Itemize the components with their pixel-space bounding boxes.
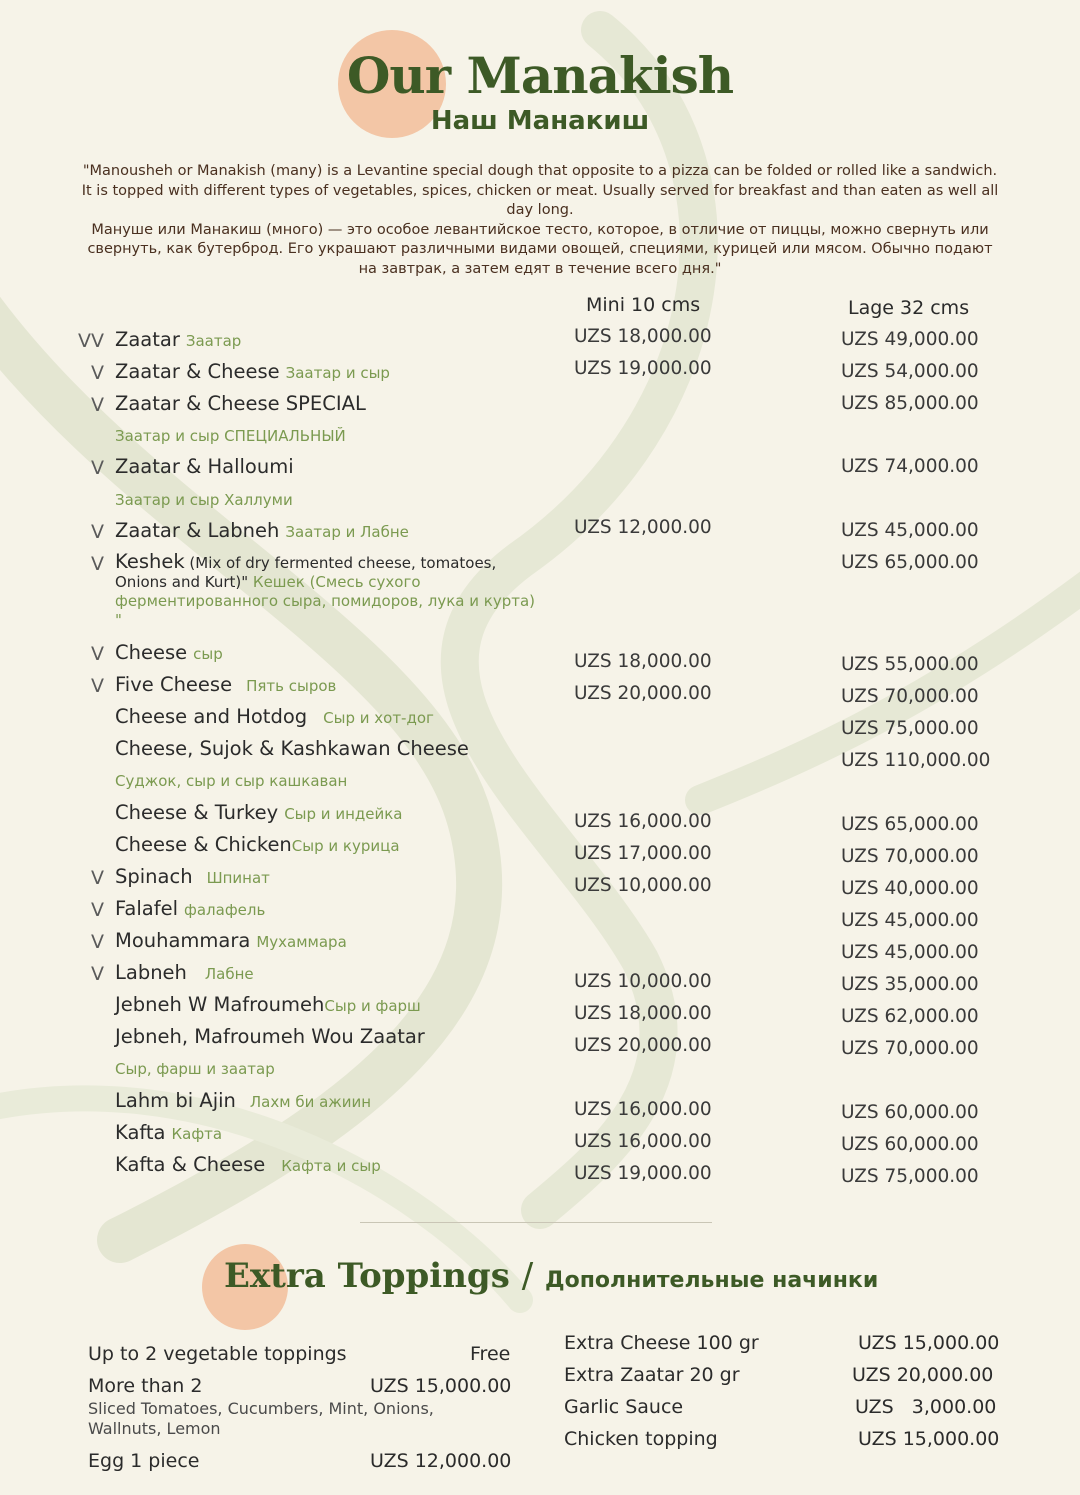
veg-mark: V	[91, 362, 104, 384]
item-name	[115, 897, 265, 920]
extras-title	[224, 1256, 878, 1296]
veg-mark: V	[91, 521, 104, 543]
item-name-ru: Заатар и сыр	[285, 364, 390, 382]
price-mini: UZS 18,000.00	[574, 1003, 712, 1024]
veg-mark: V	[91, 899, 104, 921]
item-name	[115, 833, 400, 856]
item-name-en: Jebneh W Mafroumeh	[115, 993, 325, 1016]
item-name-en: Spinach	[115, 865, 193, 888]
price-large: UZS 62,000.00	[841, 1006, 979, 1027]
item-name-ru: Кафта	[171, 1125, 223, 1143]
item-name-en: Falafel	[115, 897, 179, 920]
price-mini: UZS 18,000.00	[574, 326, 712, 347]
item-name-ru: Лабне	[204, 965, 254, 983]
intro-en: "Manousheh or Manakish (many) is a Levantine special dough that opposite to a pizza can be folded or rolled like a sandwich. It is topped with different types of vegetables, spices, chicken or meat. Usually served for breakfast and than eaten as well all day long.	[81, 163, 999, 218]
veg-mark: V	[91, 643, 104, 665]
item-name-en: Five Cheese	[115, 673, 233, 696]
price-large: UZS 45,000.00	[841, 942, 979, 963]
item-name-ru: сыр	[193, 645, 223, 663]
item-name-ru: Пять сыров	[246, 677, 337, 695]
item-name	[115, 801, 402, 824]
price-large: UZS 35,000.00	[841, 974, 979, 995]
item-name-en: Cheese and Hotdog	[115, 705, 308, 728]
page-title-ru: Наш Манакиш	[430, 106, 650, 136]
price-mini: UZS 20,000.00	[574, 1035, 712, 1056]
item-name-en: Cheese & Chicken	[115, 833, 292, 856]
column-header-large: Lage 32 cms	[848, 297, 970, 319]
extra-cheese-price: UZS 15,000.00	[858, 1332, 1000, 1354]
price-large: UZS 45,000.00	[841, 910, 979, 931]
extra-more2-desc: Sliced Tomatoes, Cucumbers, Mint, Onions, Wallnuts, Lemon	[88, 1399, 434, 1438]
price-large: UZS 60,000.00	[841, 1134, 979, 1155]
price-large: UZS 110,000.00	[841, 750, 991, 771]
price-large: UZS 45,000.00	[841, 520, 979, 541]
veg-mark: V	[91, 675, 104, 697]
item-name	[115, 328, 241, 351]
extra-garlic-price: UZS 3,000.00	[855, 1396, 997, 1418]
item-keshek-text	[115, 552, 535, 630]
extra-more2-price: UZS 15,000.00	[370, 1375, 512, 1397]
veg-mark: V	[91, 963, 104, 985]
price-large: UZS 54,000.00	[841, 361, 979, 382]
item-name	[115, 519, 409, 542]
price-large: UZS 49,000.00	[841, 329, 979, 350]
veg-mark: V	[91, 553, 104, 575]
extras-title-separator: /	[521, 1256, 534, 1296]
price-large: UZS 40,000.00	[841, 878, 979, 899]
price-mini: UZS 10,000.00	[574, 971, 712, 992]
item-name-en: Cheese & Turkey	[115, 801, 279, 824]
price-large: UZS 85,000.00	[841, 393, 979, 414]
item-name-en: Lahm bi Ajin	[115, 1089, 236, 1112]
item-name-en: Zaatar & Labneh	[115, 519, 280, 542]
item-name-en: Zaatar	[115, 328, 180, 351]
price-mini: UZS 16,000.00	[574, 1099, 712, 1120]
extra-chicken-name: Chicken topping	[564, 1428, 718, 1450]
item-desc: (Mix of dry fermented cheese, tomatoes, Onions and Kurt)"	[115, 554, 497, 591]
item-name	[115, 1121, 222, 1144]
price-large: UZS 70,000.00	[841, 686, 979, 707]
price-large: UZS 70,000.00	[841, 846, 979, 867]
item-name-ru: Шпинат	[206, 869, 270, 887]
item-name-ru: Кешек (Смесь сухого ферментированного сыра, помидоров, лука и курта) "	[115, 573, 536, 629]
item-name	[115, 929, 347, 952]
intro-text	[78, 162, 1002, 279]
item-name-ru: Заатар и Лабне	[285, 523, 409, 541]
price-mini: UZS 10,000.00	[574, 875, 712, 896]
item-name	[115, 993, 421, 1016]
item-name-en: Kafta	[115, 1121, 166, 1144]
price-mini: UZS 19,000.00	[574, 358, 712, 379]
price-large: UZS 65,000.00	[841, 814, 979, 835]
price-mini: UZS 12,000.00	[574, 517, 712, 538]
item-name-ru: Заатар	[185, 332, 242, 350]
item-name	[115, 705, 434, 728]
extra-cheese-name: Extra Cheese 100 gr	[564, 1332, 759, 1354]
price-mini: UZS 17,000.00	[574, 843, 712, 864]
item-name-ru: Мухаммара	[256, 933, 347, 951]
item-name-ru: Сыр и хот-дог	[323, 709, 434, 727]
item-name	[115, 641, 223, 664]
item-name-en: Mouhammara	[115, 929, 251, 952]
price-large: UZS 70,000.00	[841, 1038, 979, 1059]
item-name-en: Cheese	[115, 641, 188, 664]
item-name-ru: фалафель	[184, 901, 266, 919]
extras-title-ru: Дополнительные начинки	[545, 1268, 879, 1293]
veg-mark: V	[91, 867, 104, 889]
price-large: UZS 60,000.00	[841, 1102, 979, 1123]
item-name	[115, 673, 336, 696]
extra-chicken-price: UZS 15,000.00	[858, 1428, 1000, 1450]
extra-egg-price: UZS 12,000.00	[370, 1450, 512, 1472]
item-name-en: Cheese, Sujok & Kashkawan Cheese	[115, 737, 469, 760]
extras-title-en: Extra Toppings	[224, 1256, 510, 1296]
item-name-ru: Кафта и сыр	[281, 1157, 381, 1175]
price-large: UZS 75,000.00	[841, 718, 979, 739]
price-large: UZS 65,000.00	[841, 552, 979, 573]
item-name	[115, 1089, 371, 1112]
page-title: Our Manakish	[346, 46, 734, 105]
price-mini: UZS 18,000.00	[574, 651, 712, 672]
extra-veg2-name: Up to 2 vegetable toppings	[88, 1343, 347, 1365]
extra-more2-name: More than 2	[88, 1375, 203, 1397]
intro-ru: Мануше или Манакиш (много) — это особое левантийское тесто, которое, в отличие от пиццы, можно свернуть или свернуть, как бутерброд. Его украшают различными видами овощей, специями, курицей или мясом. Обычно подают на завтрак, а затем едят в течение всего дня."	[87, 221, 993, 277]
item-name-en: Keshek	[115, 550, 185, 573]
item-name-ru: Суджок, сыр и сыр кашкаван	[115, 772, 348, 790]
price-large: UZS 55,000.00	[841, 654, 979, 675]
veg-mark: V	[91, 931, 104, 953]
item-name-en: Zaatar & Cheese	[115, 360, 280, 383]
extra-zaatar-name: Extra Zaatar 20 gr	[564, 1364, 740, 1386]
item-name-en: Kafta & Cheese	[115, 1153, 266, 1176]
item-name-en: Zaatar & Halloumi	[115, 455, 294, 478]
price-mini: UZS 19,000.00	[574, 1163, 712, 1184]
item-name-en: Jebneh, Mafroumeh Wou Zaatar	[115, 1025, 425, 1048]
veg-mark: V	[91, 457, 104, 479]
item-name-ru: Лахм би ажиин	[249, 1093, 372, 1111]
item-name-ru: Сыр и индейка	[284, 805, 403, 823]
item-name-ru: Сыр и фарш	[324, 997, 421, 1015]
extra-veg2-price: Free	[470, 1343, 511, 1365]
item-name	[115, 360, 390, 383]
veg-mark: VV	[78, 330, 104, 352]
price-mini: UZS 16,000.00	[574, 1131, 712, 1152]
item-name-ru: Сыр, фарш и заатар	[115, 1060, 275, 1078]
veg-mark: V	[91, 394, 104, 416]
section-divider	[360, 1222, 712, 1223]
item-name	[115, 961, 254, 984]
item-name	[115, 1153, 381, 1176]
price-large: UZS 75,000.00	[841, 1166, 979, 1187]
item-name-ru: Сыр и курица	[291, 837, 400, 855]
price-mini: UZS 16,000.00	[574, 811, 712, 832]
item-name-ru: Заатар и сыр СПЕЦИАЛЬНЫЙ	[115, 427, 346, 445]
item-name-ru: Заатар и сыр Халлуми	[115, 491, 293, 509]
extra-garlic-name: Garlic Sauce	[564, 1396, 684, 1418]
price-large: UZS 74,000.00	[841, 456, 979, 477]
extra-zaatar-price: UZS 20,000.00	[852, 1364, 994, 1386]
column-header-mini: Mini 10 cms	[586, 294, 701, 316]
item-name-en: Labneh	[115, 961, 187, 984]
extra-egg-name: Egg 1 piece	[88, 1450, 200, 1472]
item-name-en: Zaatar & Cheese SPECIAL	[115, 392, 366, 415]
price-mini: UZS 20,000.00	[574, 683, 712, 704]
item-name	[115, 865, 270, 888]
